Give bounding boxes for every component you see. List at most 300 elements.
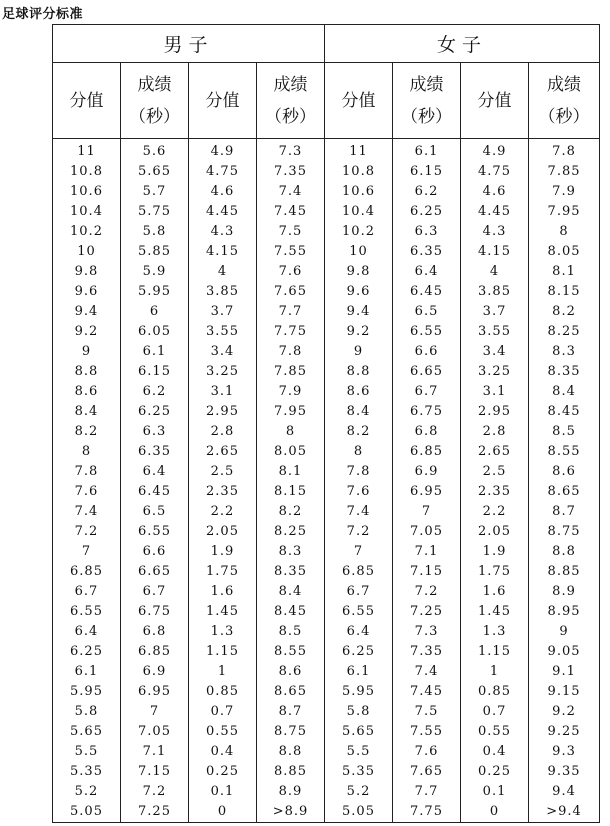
female-result-a-cell: 6.1 [393,139,461,163]
male-result-a-cell: 6.05 [121,322,189,342]
table-row [53,542,600,562]
male-result-a-cell: 6.85 [121,642,189,662]
female-result-b-cell: 9.1 [529,662,600,682]
male-score-b-cell: 4.6 [189,182,257,202]
male-score-a-cell: 11 [53,139,121,163]
female-result-a-cell: 7.15 [393,562,461,582]
male-score-a-cell: 6.7 [53,582,121,602]
male-result-b-cell: 7.6 [257,262,325,282]
male-score-b-cell: 3.7 [189,302,257,322]
male-score-a-cell: 5.95 [53,682,121,702]
male-score-b-cell: 3.85 [189,282,257,302]
female-result-b-cell: 8.7 [529,502,600,522]
female-result-a-cell: 7.7 [393,782,461,802]
female-result-header-2 [529,63,600,139]
male-score-b-cell: 1.3 [189,622,257,642]
table-row [53,662,600,682]
table-row [53,502,600,522]
male-score-b-cell: 1.45 [189,602,257,622]
female-score-header-2: 分值 [461,63,529,139]
male-score-a-cell: 7 [53,542,121,562]
male-score-a-cell: 6.85 [53,562,121,582]
female-score-a-cell: 10.6 [325,182,393,202]
female-score-b-cell: 1.75 [461,562,529,582]
female-result-a-cell: 7.55 [393,722,461,742]
female-score-b-cell: 1.3 [461,622,529,642]
female-result-a-cell: 7.75 [393,802,461,823]
male-result-a-cell: 5.8 [121,222,189,242]
female-result-b-cell: 9.25 [529,722,600,742]
female-score-b-cell: 0.4 [461,742,529,762]
female-score-b-cell: 3.4 [461,342,529,362]
male-score-b-cell: 2.95 [189,402,257,422]
male-result-b-cell: 8.35 [257,562,325,582]
male-result-a-cell: 7 [121,702,189,722]
male-result-b-cell: 8.75 [257,722,325,742]
female-result-a-cell: 6.8 [393,422,461,442]
table-row [53,422,600,442]
male-score-a-cell: 10.2 [53,222,121,242]
female-result-a-cell: 7.35 [393,642,461,662]
male-score-b-cell: 2.05 [189,522,257,542]
table-row [53,802,600,823]
female-score-b-cell: 2.2 [461,502,529,522]
football-score-table [52,24,600,823]
table-row [53,222,600,242]
female-score-b-cell: 1.6 [461,582,529,602]
female-result-a-cell: 7.65 [393,762,461,782]
female-score-b-cell: 0 [461,802,529,823]
male-result-a-cell: 6.1 [121,342,189,362]
table-row [53,282,600,302]
table-row [53,262,600,282]
male-result-b-cell: 8.25 [257,522,325,542]
male-result-b-cell: 7.5 [257,222,325,242]
unit-label: （秒） [129,106,180,127]
male-result-a-cell: 6.25 [121,402,189,422]
male-result-b-cell: 7.35 [257,162,325,182]
table-row [53,682,600,702]
table-row [53,562,600,582]
female-result-a-cell: 6.65 [393,362,461,382]
female-score-a-cell: 8.4 [325,402,393,422]
male-result-header-2 [257,63,325,139]
female-result-a-cell: 7.2 [393,582,461,602]
female-result-b-cell: 8.2 [529,302,600,322]
female-score-b-cell: 2.8 [461,422,529,442]
male-result-b-cell: 7.75 [257,322,325,342]
male-result-b-cell: 7.3 [257,139,325,163]
male-score-b-cell: 2.65 [189,442,257,462]
female-result-a-cell: 7.5 [393,702,461,722]
female-score-b-cell: 3.85 [461,282,529,302]
female-result-a-cell: 6.35 [393,242,461,262]
female-result-a-cell: 6.3 [393,222,461,242]
female-result-a-cell: 6.2 [393,182,461,202]
female-score-a-cell: 6.1 [325,662,393,682]
male-score-b-cell: 2.5 [189,462,257,482]
female-score-a-cell: 7.2 [325,522,393,542]
female-result-a-cell: 6.95 [393,482,461,502]
male-result-a-cell: 6.3 [121,422,189,442]
table-row [53,242,600,262]
female-result-a-cell: 6.5 [393,302,461,322]
male-result-b-cell: 8.85 [257,762,325,782]
female-score-b-cell: 0.55 [461,722,529,742]
table-row [53,482,600,502]
table-row [53,782,600,802]
female-score-a-cell: 7 [325,542,393,562]
female-result-b-cell: 8.75 [529,522,600,542]
male-score-b-cell: 4.15 [189,242,257,262]
female-score-a-cell: 8 [325,442,393,462]
female-score-b-cell: 2.65 [461,442,529,462]
male-score-header-1: 分值 [53,63,121,139]
female-result-b-cell: 8.4 [529,382,600,402]
table-row [53,702,600,722]
female-result-b-cell: 9.35 [529,762,600,782]
female-score-header-1: 分值 [325,63,393,139]
female-result-b-cell: 8.6 [529,462,600,482]
female-result-a-cell: 6.45 [393,282,461,302]
male-result-b-cell: 8.45 [257,602,325,622]
male-result-b-cell: 7.4 [257,182,325,202]
female-score-a-cell: 5.8 [325,702,393,722]
female-result-b-cell: 7.8 [529,139,600,163]
table-row [53,582,600,602]
female-score-b-cell: 4.45 [461,202,529,222]
male-result-a-cell: 6 [121,302,189,322]
male-result-a-cell: 6.8 [121,622,189,642]
table-row [53,402,600,422]
male-result-a-cell: 6.6 [121,542,189,562]
male-result-b-cell: 8.5 [257,622,325,642]
female-result-a-cell: 6.25 [393,202,461,222]
female-result-b-cell: >9.4 [529,802,600,823]
female-result-b-cell: 9.3 [529,742,600,762]
result-label: 成绩 [273,74,308,95]
female-score-b-cell: 3.7 [461,302,529,322]
male-result-b-cell: 8.15 [257,482,325,502]
male-result-b-cell: 8.4 [257,582,325,602]
table-row [53,522,600,542]
female-score-a-cell: 6.7 [325,582,393,602]
female-score-a-cell: 9.2 [325,322,393,342]
female-result-a-cell: 7.3 [393,622,461,642]
result-label: 成绩 [137,74,172,95]
male-result-b-cell: 7.45 [257,202,325,222]
male-score-a-cell: 10 [53,242,121,262]
female-score-a-cell: 10.2 [325,222,393,242]
female-score-b-cell: 1.45 [461,602,529,622]
male-result-a-cell: 6.7 [121,582,189,602]
female-result-b-cell: 9.2 [529,702,600,722]
male-score-b-cell: 4.9 [189,139,257,163]
table-row [53,322,600,342]
female-score-a-cell: 10.8 [325,162,393,182]
male-score-a-cell: 5.5 [53,742,121,762]
female-result-a-cell: 6.9 [393,462,461,482]
female-score-a-cell: 7.8 [325,462,393,482]
female-score-b-cell: 0.25 [461,762,529,782]
male-score-b-cell: 0.55 [189,722,257,742]
female-score-a-cell: 8.2 [325,422,393,442]
female-score-a-cell: 6.25 [325,642,393,662]
female-score-a-cell: 5.95 [325,682,393,702]
male-result-a-cell: 5.85 [121,242,189,262]
female-result-a-cell: 6.15 [393,162,461,182]
female-score-a-cell: 7.4 [325,502,393,522]
male-result-b-cell: 8.2 [257,502,325,522]
table-row [53,762,600,782]
male-score-a-cell: 5.35 [53,762,121,782]
score-table-body [53,139,600,823]
male-result-b-cell: 8.05 [257,442,325,462]
male-result-b-cell: 8.65 [257,682,325,702]
male-score-a-cell: 9.4 [53,302,121,322]
female-result-b-cell: 8.9 [529,582,600,602]
male-score-b-cell: 0.4 [189,742,257,762]
male-score-b-cell: 1.75 [189,562,257,582]
female-score-a-cell: 9.4 [325,302,393,322]
male-score-b-cell: 1.9 [189,542,257,562]
male-result-a-cell: 6.65 [121,562,189,582]
male-score-b-cell: 0.7 [189,702,257,722]
female-result-b-cell: 8.5 [529,422,600,442]
female-score-b-cell: 2.35 [461,482,529,502]
table-row [53,742,600,762]
female-score-b-cell: 2.05 [461,522,529,542]
male-score-b-cell: 0 [189,802,257,823]
male-score-b-cell: 4.75 [189,162,257,182]
female-score-a-cell: 8.8 [325,362,393,382]
female-result-b-cell: 8.95 [529,602,600,622]
female-result-a-cell: 7 [393,502,461,522]
male-result-a-cell: 6.55 [121,522,189,542]
male-score-b-cell: 2.2 [189,502,257,522]
male-score-a-cell: 8.8 [53,362,121,382]
male-score-b-cell: 3.25 [189,362,257,382]
unit-label: （秒） [401,106,453,127]
table-row [53,442,600,462]
female-result-a-cell: 7.6 [393,742,461,762]
table-row [53,362,600,382]
male-score-a-cell: 7.2 [53,522,121,542]
male-result-header-1 [121,63,189,139]
male-score-b-cell: 0.1 [189,782,257,802]
male-result-b-cell: 8.3 [257,542,325,562]
male-score-a-cell: 9.6 [53,282,121,302]
male-result-b-cell: 8.55 [257,642,325,662]
male-score-b-cell: 1.6 [189,582,257,602]
male-score-a-cell: 10.6 [53,182,121,202]
male-result-a-cell: 5.95 [121,282,189,302]
female-score-a-cell: 11 [325,139,393,163]
male-result-b-cell: >8.9 [257,802,325,823]
female-result-a-cell: 7.1 [393,542,461,562]
female-score-a-cell: 6.4 [325,622,393,642]
male-result-a-cell: 7.2 [121,782,189,802]
male-result-b-cell: 7.8 [257,342,325,362]
male-result-b-cell: 7.7 [257,302,325,322]
male-result-a-cell: 5.75 [121,202,189,222]
male-score-b-cell: 2.8 [189,422,257,442]
female-score-a-cell: 5.65 [325,722,393,742]
male-result-a-cell: 6.45 [121,482,189,502]
male-score-a-cell: 9.8 [53,262,121,282]
female-result-a-cell: 6.85 [393,442,461,462]
male-result-a-cell: 6.2 [121,382,189,402]
male-score-a-cell: 7.6 [53,482,121,502]
female-score-a-cell: 6.85 [325,562,393,582]
male-score-b-cell: 1.15 [189,642,257,662]
female-result-a-cell: 6.4 [393,262,461,282]
female-score-b-cell: 1.15 [461,642,529,662]
female-score-b-cell: 0.85 [461,682,529,702]
male-result-a-cell: 6.5 [121,502,189,522]
male-result-b-cell: 7.95 [257,402,325,422]
female-score-a-cell: 6.55 [325,602,393,622]
male-result-b-cell: 7.65 [257,282,325,302]
female-score-b-cell: 4.3 [461,222,529,242]
result-label: 成绩 [547,74,582,95]
female-result-b-cell: 8.15 [529,282,600,302]
female-score-b-cell: 4 [461,262,529,282]
male-result-a-cell: 5.9 [121,262,189,282]
female-result-a-cell: 6.7 [393,382,461,402]
female-result-b-cell: 9.05 [529,642,600,662]
female-result-header-1 [393,63,461,139]
male-score-b-cell: 4 [189,262,257,282]
male-score-a-cell: 9.2 [53,322,121,342]
female-result-b-cell: 7.85 [529,162,600,182]
female-result-a-cell: 7.25 [393,602,461,622]
male-score-b-cell: 4.45 [189,202,257,222]
male-score-a-cell: 8 [53,442,121,462]
female-score-a-cell: 8.6 [325,382,393,402]
male-result-a-cell: 6.75 [121,602,189,622]
male-score-a-cell: 9 [53,342,121,362]
table-row [53,162,600,182]
female-score-b-cell: 2.95 [461,402,529,422]
male-score-a-cell: 6.25 [53,642,121,662]
male-result-b-cell: 7.55 [257,242,325,262]
male-result-a-cell: 5.65 [121,162,189,182]
male-score-a-cell: 8.6 [53,382,121,402]
unit-label: （秒） [265,106,316,127]
female-score-b-cell: 0.1 [461,782,529,802]
table-row [53,182,600,202]
male-score-a-cell: 7.4 [53,502,121,522]
female-result-b-cell: 8.65 [529,482,600,502]
female-score-a-cell: 5.35 [325,762,393,782]
female-result-a-cell: 7.05 [393,522,461,542]
male-score-header-2: 分值 [189,63,257,139]
male-score-a-cell: 5.8 [53,702,121,722]
male-result-a-cell: 7.25 [121,802,189,823]
male-result-b-cell: 8.9 [257,782,325,802]
female-score-a-cell: 5.05 [325,802,393,823]
female-score-a-cell: 5.5 [325,742,393,762]
male-result-b-cell: 7.9 [257,382,325,402]
male-score-b-cell: 0.25 [189,762,257,782]
male-result-a-cell: 7.05 [121,722,189,742]
gender-header-row [53,25,600,63]
male-result-a-cell: 6.15 [121,362,189,382]
female-result-a-cell: 7.45 [393,682,461,702]
female-result-b-cell: 8.45 [529,402,600,422]
table-row [53,642,600,662]
male-group-header: 男子 [53,25,325,63]
female-score-b-cell: 4.9 [461,139,529,163]
male-result-a-cell: 6.95 [121,682,189,702]
female-score-b-cell: 0.7 [461,702,529,722]
male-result-a-cell: 6.9 [121,662,189,682]
female-score-a-cell: 7.6 [325,482,393,502]
female-result-b-cell: 8.1 [529,262,600,282]
male-result-a-cell: 6.4 [121,462,189,482]
female-score-a-cell: 9.6 [325,282,393,302]
male-score-a-cell: 5.65 [53,722,121,742]
male-result-b-cell: 8.7 [257,702,325,722]
female-score-a-cell: 10.4 [325,202,393,222]
male-score-a-cell: 10.8 [53,162,121,182]
male-result-a-cell: 7.1 [121,742,189,762]
female-score-a-cell: 5.2 [325,782,393,802]
female-score-b-cell: 2.5 [461,462,529,482]
male-score-b-cell: 3.55 [189,322,257,342]
table-row [53,139,600,163]
female-result-a-cell: 6.55 [393,322,461,342]
table-row [53,202,600,222]
female-score-a-cell: 9.8 [325,262,393,282]
table-row [53,342,600,362]
male-result-b-cell: 8.6 [257,662,325,682]
female-result-b-cell: 7.95 [529,202,600,222]
female-score-b-cell: 3.25 [461,362,529,382]
female-score-a-cell: 10 [325,242,393,262]
female-result-b-cell: 7.9 [529,182,600,202]
female-result-b-cell: 8.35 [529,362,600,382]
female-result-a-cell: 6.6 [393,342,461,362]
female-result-b-cell: 8.8 [529,542,600,562]
female-result-b-cell: 8.25 [529,322,600,342]
male-result-a-cell: 5.7 [121,182,189,202]
female-group-header: 女子 [325,25,600,63]
male-score-b-cell: 1 [189,662,257,682]
table-row [53,382,600,402]
male-result-a-cell: 6.35 [121,442,189,462]
female-result-b-cell: 8.05 [529,242,600,262]
male-score-b-cell: 3.1 [189,382,257,402]
result-label: 成绩 [409,74,444,95]
female-score-b-cell: 4.75 [461,162,529,182]
male-score-a-cell: 10.4 [53,202,121,222]
female-result-b-cell: 8.55 [529,442,600,462]
male-score-b-cell: 3.4 [189,342,257,362]
male-result-a-cell: 7.15 [121,762,189,782]
male-score-a-cell: 5.05 [53,802,121,823]
column-header-row [53,63,600,139]
female-score-b-cell: 1.9 [461,542,529,562]
female-result-a-cell: 7.4 [393,662,461,682]
female-score-a-cell: 9 [325,342,393,362]
male-score-b-cell: 2.35 [189,482,257,502]
male-score-a-cell: 6.55 [53,602,121,622]
female-result-a-cell: 6.75 [393,402,461,422]
male-score-a-cell: 8.2 [53,422,121,442]
male-result-a-cell: 5.6 [121,139,189,163]
